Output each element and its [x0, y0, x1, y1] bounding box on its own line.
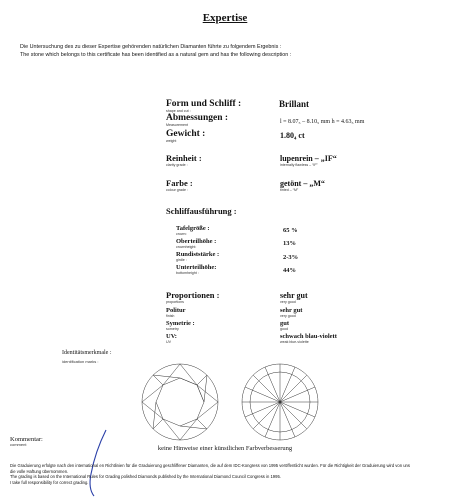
identification-label: Identitätsmerkmale : [62, 350, 112, 356]
table-sublabel: crown: [176, 232, 187, 236]
comment-sublabel: comment [10, 442, 27, 447]
symmetry-label: Symetrie : [166, 320, 195, 327]
bottom-height-value: 44% [283, 267, 296, 274]
measurement-sublabel: Measurement [166, 123, 188, 127]
bottom-height-label: Unterteilhöhe: [176, 264, 217, 271]
field-symmetry-label [166, 320, 195, 331]
footer-text [10, 463, 410, 485]
intro-text [20, 43, 291, 59]
weight-value: 1.80₄ ct [280, 131, 305, 140]
colour-sublabel: colour grade : [166, 188, 188, 192]
footer-line-4: I take full responsibility for correct grading. [10, 479, 89, 485]
diamond-plot-diagrams [138, 361, 322, 443]
measurement-label: Abmessungen : [166, 113, 229, 123]
weight-label: Gewicht : [166, 129, 206, 139]
colour-value-en: tinted – “M” [280, 188, 299, 192]
uv-value-en: weak blue-violette [280, 340, 309, 344]
girdle-label: Rundiststärke : [176, 251, 220, 258]
colour-label: Farbe : [166, 178, 193, 188]
crown-view-diagram [142, 364, 218, 440]
crown-height-label: Oberteilhöhe : [176, 238, 217, 245]
symmetry-value-en: good [280, 327, 288, 331]
crown-height-value: 13% [283, 240, 296, 247]
finish-value-block [280, 307, 302, 318]
finish-sublabel: finish [166, 314, 175, 318]
field-table-label [176, 225, 210, 236]
table-label: Tafelgröße : [176, 225, 210, 232]
identification-caption: keine Hinweise einer künstlichen Farbverbesserung [157, 445, 293, 452]
finish-label: Politur [166, 307, 186, 314]
identification-heading [62, 350, 111, 364]
field-measurement-label [166, 114, 228, 127]
symmetry-value-block [280, 320, 289, 331]
comment-label: Kommentar: [10, 436, 43, 443]
field-uv-label [166, 333, 177, 344]
proportions-label: Proportionen : [166, 290, 220, 300]
measurement-value: l = 8.07₅ – 8.10₅ mm h = 4.63₅ mm [280, 119, 365, 125]
shape-sublabel: shape and cut : [166, 109, 191, 113]
finish-value: sehr gut [280, 307, 303, 314]
uv-value-block [280, 333, 337, 344]
colour-value: getönt – „M“ [280, 179, 325, 188]
intro-line-en: The stone which belongs to this certificate has been identified as a natural gem and has the following description : [20, 52, 292, 58]
field-crown-height-label [176, 238, 216, 249]
bottom-height-sublabel: bottomheight : [176, 271, 199, 275]
field-clarity-label [166, 154, 202, 167]
finish-value-en: very good [280, 314, 296, 318]
intro-line-de: Die Untersuchung des zu dieser Expertise gehörenden natürlichen Diamanten führte zu folgendem Ergebnis : [20, 44, 282, 50]
girdle-value: 2-3% [283, 254, 299, 261]
table-value: 65 % [283, 227, 298, 234]
weight-sublabel: weight [166, 139, 177, 143]
girdle-sublabel: girdle : [176, 258, 187, 262]
proportions-sublabel: proportions [166, 300, 184, 304]
page-title: Expertise [202, 12, 248, 24]
colour-value-block [280, 179, 325, 192]
crown-height-sublabel: crownheight: [176, 245, 197, 249]
footer-line-1: Die Graduierung erfolgte nach den international en Richtlinien für die Graduierung geschliffener Diamanten, die auf dem IDC-Kongress von 1995 veröffentlicht wurden. Für die Richtigkeit der Graduierung wird von uns [10, 463, 410, 468]
field-proportions-label [166, 291, 219, 304]
clarity-value-en: internally flawless – “IF” [280, 163, 318, 167]
uv-value: schwach blau-violett [280, 333, 337, 340]
field-bottom-height-label [176, 264, 216, 275]
comment-block [10, 436, 43, 447]
proportions-value-en: very good [280, 300, 296, 304]
field-shape-label [166, 100, 241, 113]
proportions-value-block [280, 291, 308, 304]
footer-line-2: die volle Haftung übernommen. [10, 468, 69, 474]
footer-line-3: The grading is based on the International Rules for Grading polished Diamonds published by the International Diamond Council Congress in 1995. [10, 474, 281, 479]
symmetry-sublabel: sometry [166, 327, 179, 331]
field-colour-label [166, 179, 193, 192]
field-weight-label [166, 130, 205, 143]
symmetry-value: gut [280, 320, 290, 327]
proportions-value: sehr gut [280, 291, 308, 300]
shape-label: Form und Schliff : [166, 99, 242, 109]
clarity-value-block [280, 154, 337, 167]
clarity-sublabel: clarity grade : [166, 163, 188, 167]
clarity-value: lupenrein – „IF“ [280, 154, 337, 163]
field-finish-label [166, 307, 186, 318]
pavilion-view-diagram [242, 364, 318, 440]
clarity-label: Reinheit : [166, 153, 202, 163]
uv-label: UV: [166, 333, 177, 340]
shape-value: Brillant [279, 99, 310, 109]
field-girdle-label [176, 251, 219, 262]
uv-sublabel: UV [166, 340, 171, 344]
cut-quality-heading: Schliffausführung : [166, 206, 237, 216]
identification-sublabel: identification marks : [62, 359, 99, 364]
